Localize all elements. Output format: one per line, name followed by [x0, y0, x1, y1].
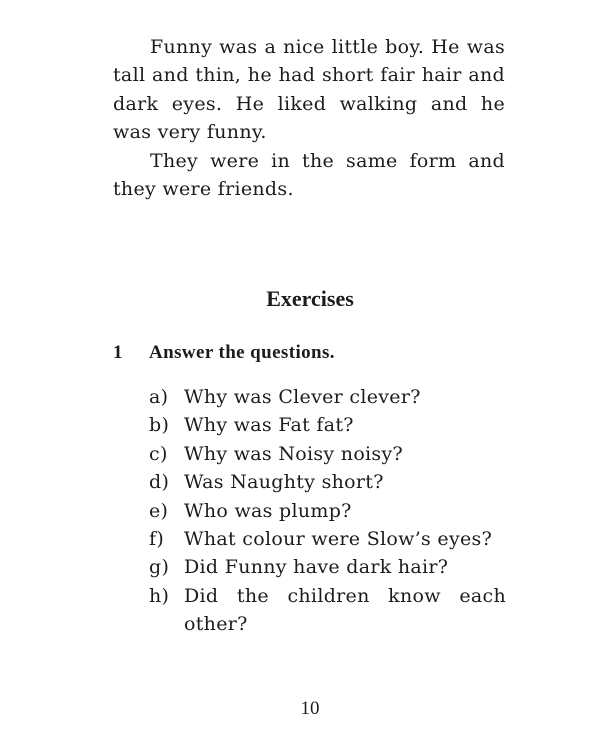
question-letter: d): [149, 471, 170, 494]
question-letter: a): [149, 386, 169, 408]
question-letter: g): [149, 556, 170, 579]
question-item: [149, 383, 506, 411]
story-paragraph: They were in the same form and they were friends.: [113, 149, 505, 201]
question-text: Why was Clever clever?: [184, 386, 421, 408]
task-number: 1: [113, 342, 123, 363]
story-paragraph: Funny was a nice little boy. He was tall and thin, he had short fair hair and dark eyes. He liked walking and he was very funny.: [113, 36, 505, 144]
question-item: [149, 468, 506, 496]
question-item: [149, 553, 506, 581]
exercises-heading: Exercises: [266, 286, 354, 311]
question-letter: h): [149, 584, 170, 607]
question-text: Was Naughty short?: [184, 471, 384, 494]
question-letter: e): [149, 499, 169, 522]
question-letter: f): [149, 528, 165, 551]
task-title: [113, 342, 335, 364]
questions-list: [149, 383, 506, 639]
page-number: 10: [300, 698, 320, 719]
question-item: [149, 497, 506, 525]
question-letter: c): [149, 442, 168, 465]
question-text: Why was Noisy noisy?: [184, 442, 404, 465]
question-text: Did the children know each other?: [184, 584, 506, 636]
question-letter: b): [149, 414, 170, 437]
question-item: [149, 582, 506, 639]
question-item: [149, 440, 506, 468]
question-text: Did Funny have dark hair?: [184, 556, 449, 579]
question-text: Why was Fat fat?: [184, 414, 354, 437]
question-item: [149, 411, 506, 439]
question-item: [149, 525, 506, 553]
question-text: Who was plump?: [184, 499, 352, 522]
story-text: [113, 33, 505, 203]
task-instruction: Answer the questions.: [149, 342, 335, 363]
question-text: What colour were Slow’s eyes?: [184, 528, 493, 551]
